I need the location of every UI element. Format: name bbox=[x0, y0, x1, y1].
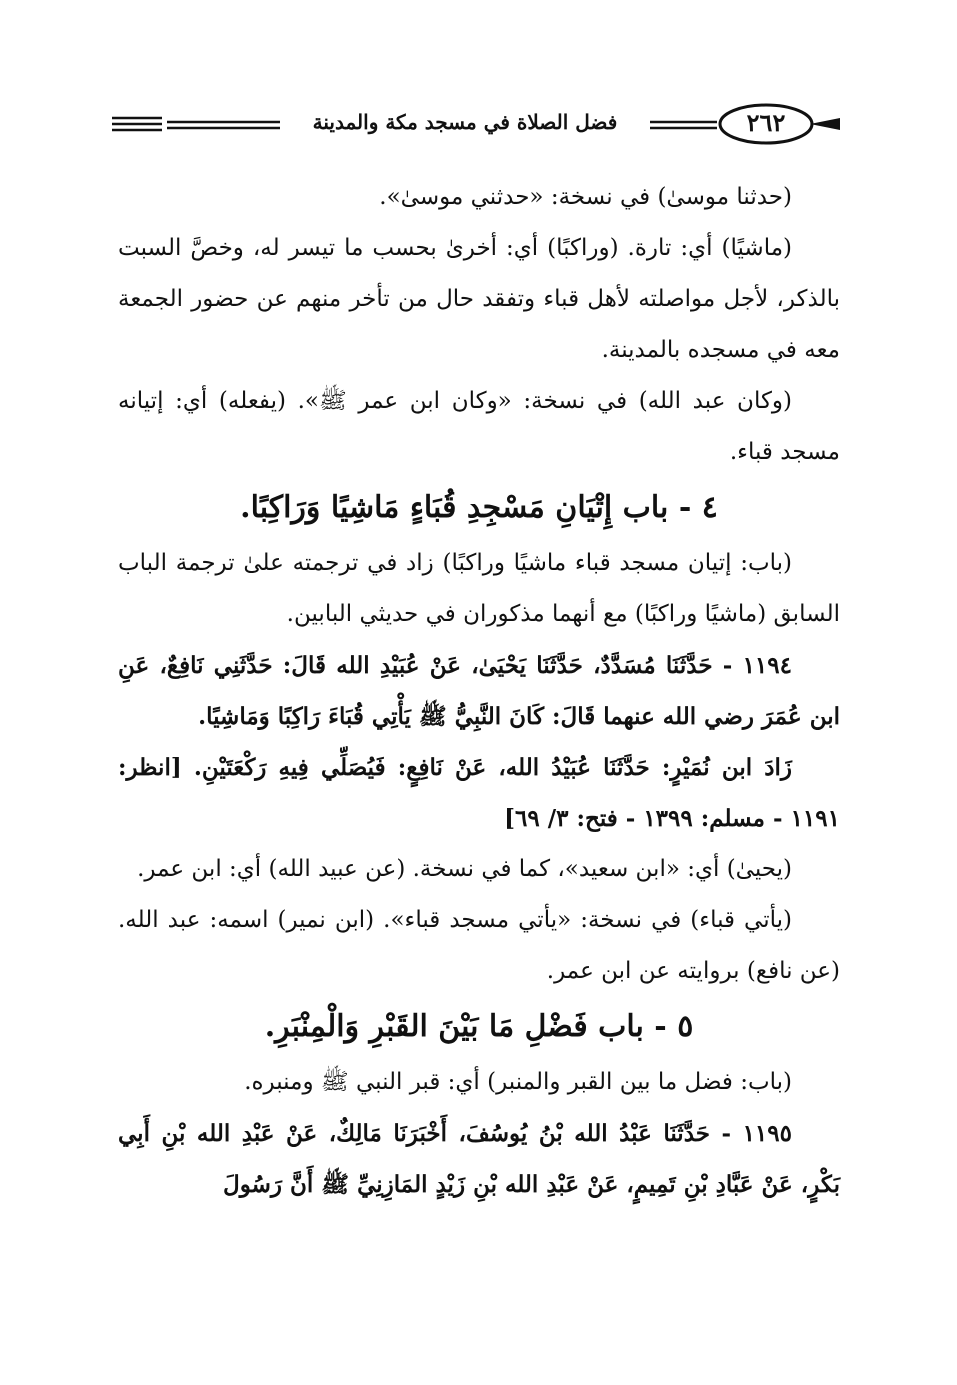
hadith-text: ١١٩٤ - حَدَّثَنَا مُسَدَّدٌ، حَدَّثَنَا يَحْيَىٰ، عَنْ عُبَيْدِ الله قَالَ: حَدَّثَنِي نَافِعٌ، عَنِ ابن عُمَرَ رضي الله عنهما قَالَ: كَانَ النَّبِيُّ ﷺ يَأْتِي قُبَاءَ رَاكِبًا وَمَاشِيًا. bbox=[118, 652, 840, 730]
header-title: فضل الصلاة في مسجد مكة والمدينة bbox=[280, 108, 650, 136]
commentary-paragraph: (وكان عبد الله) في نسخة: «وكان ابن عمر ﷺ». (يفعله) أي: إتيانه مسجد قباء. bbox=[118, 388, 840, 465]
commentary-paragraph: (حدثنا موسىٰ) في نسخة: «حدثني موسىٰ». bbox=[379, 184, 792, 210]
running-header bbox=[112, 102, 842, 146]
commentary-paragraph: (باب: فضل ما بين القبر والمنبر) أي: قبر النبي ﷺ ومنبره. bbox=[244, 1069, 792, 1095]
chapter-heading: ٤ - باب إِتْيَانِ مَسْجِدِ قُبَاءٍ مَاشِيًا وَرَاكِبًا. bbox=[240, 490, 718, 525]
hadith-text: ١١٩٥ - حَدَّثَنَا عَبْدُ الله بْنُ يُوسُفَ، أَخْبَرَنَا مَالِكٌ، عَنْ عَبْدِ الله بْنِ أَبِي بَكْرٍ، عَنْ عَبَّادِ بْنِ تَمِيمٍ، عَنْ عَبْدِ الله بْنِ زَيْدٍ المَازِنِيِّ ﷺ أَنَّ رَسُولَ bbox=[118, 1120, 840, 1198]
commentary-paragraph: (ماشيًا) أي: تارة. (وراكبًا) أي: أخرىٰ بحسب ما تيسر له، وخصَّ السبت بالذكر، لأجل مواصلته لأهل قباء وتفقد حال من تأخر منهم عن حضور الجمعة معه في مسجده بالمدينة. bbox=[118, 235, 840, 363]
page-number: ٢٦٢ bbox=[746, 108, 786, 137]
hadith-addition: زَادَ ابن نُمَيْرٍ: حَدَّثَنَا عُبَيْدُ الله، عَنْ نَافِعٍ: فَيُصَلِّي فِيهِ رَكْعَتَيْنِ. [انظر: ١١٩١ - مسلم: ١٣٩٩ - فتح: ٣/ ٦٩] bbox=[118, 754, 840, 832]
chapter-heading: ٥ - باب فَضْلِ مَا بَيْنَ القَبْرِ وَالْمِنْبَرِ. bbox=[264, 1009, 694, 1044]
commentary-paragraph: (يحيىٰ) أي: «ابن سعيد»، كما في نسخة. (عن عبيد الله) أي: ابن عمر. bbox=[137, 856, 792, 882]
commentary-paragraph: (باب: إتيان مسجد قباء ماشيًا وراكبًا) زاد في ترجمته علىٰ ترجمة الباب السابق (ماشيًا وراكبًا) مع أنهما مذكوران في حديثي البابين. bbox=[118, 550, 840, 627]
commentary-paragraph: (يأتي قباء) في نسخة: «يأتي مسجد قباء». (ابن نمير) اسمه: عبد الله. (عن نافع) بروايته عن ابن عمر. bbox=[118, 907, 840, 984]
page-body bbox=[118, 172, 840, 1210]
